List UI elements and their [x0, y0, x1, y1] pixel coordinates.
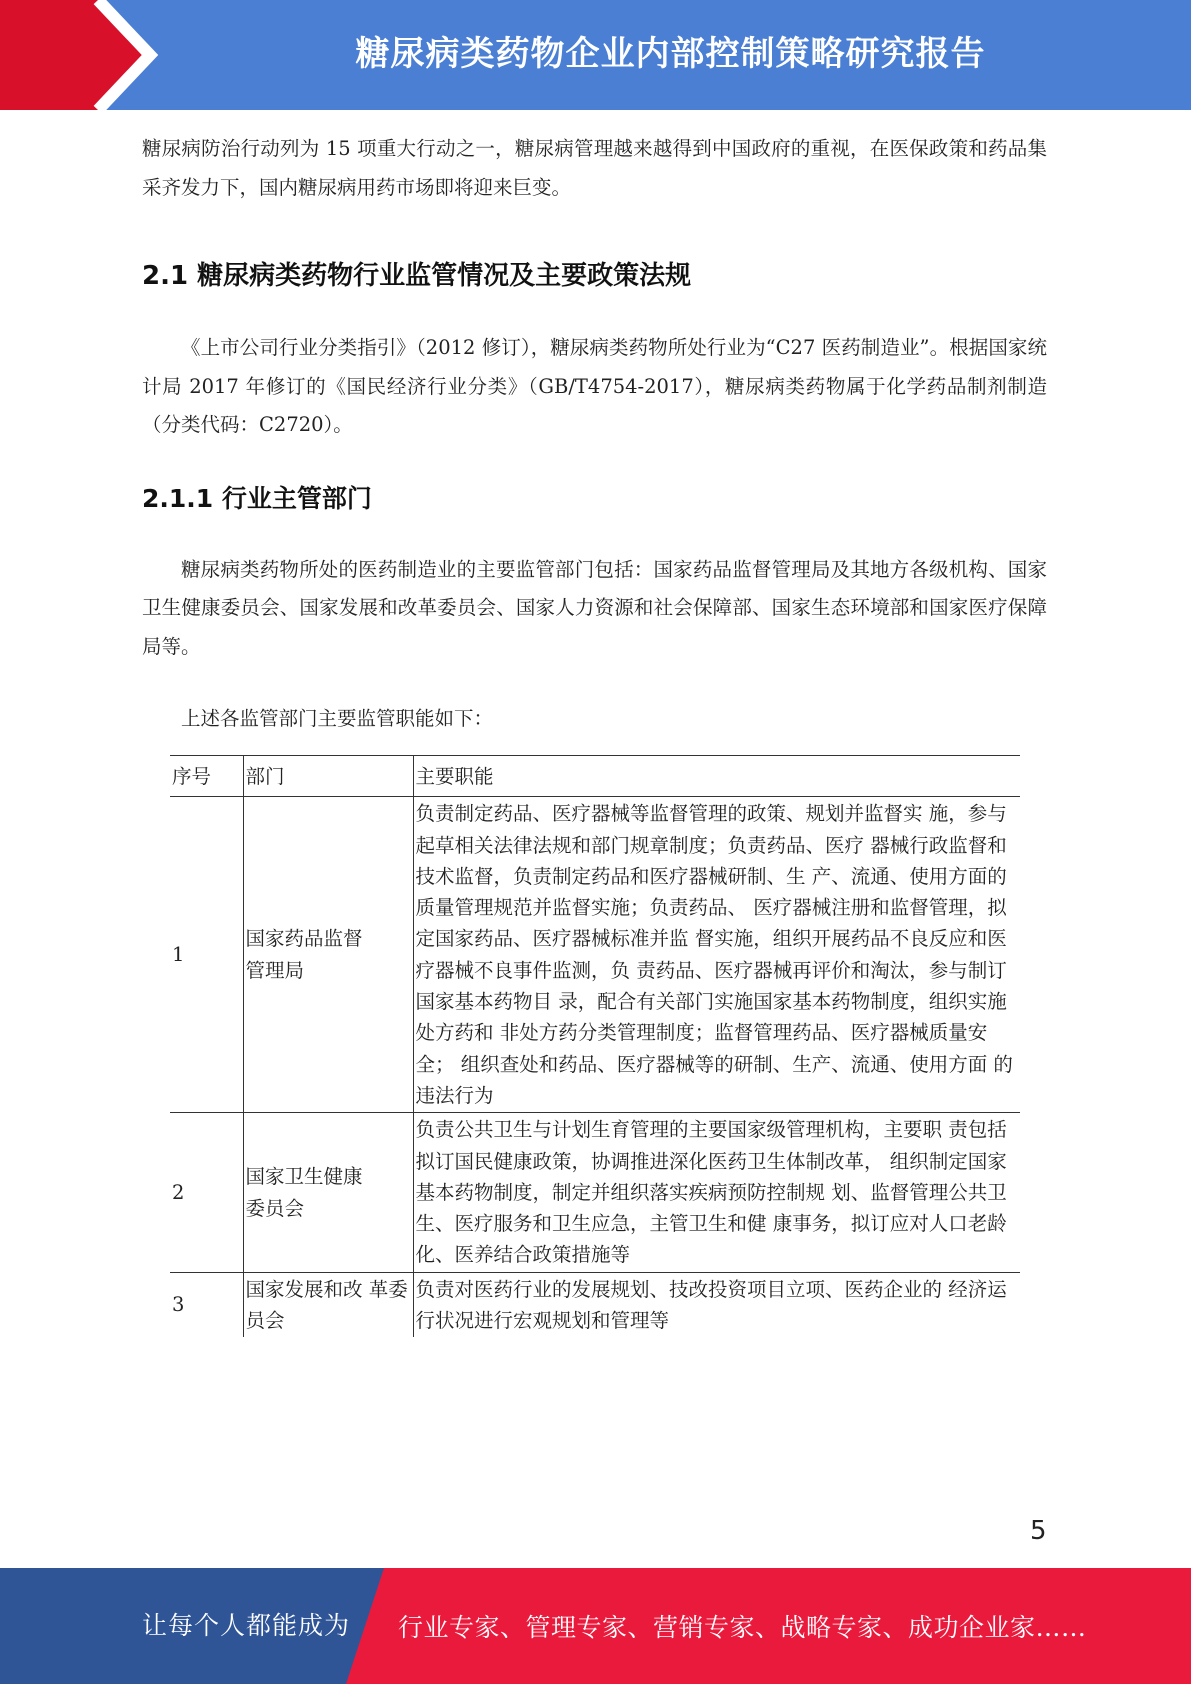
table-header-row	[170, 756, 1020, 797]
table-row	[170, 1113, 1020, 1272]
page-number: 5	[1030, 1516, 1047, 1546]
row-number: 2	[172, 1180, 185, 1204]
header-cell-dept: 部门	[243, 756, 413, 797]
table-intro: 上述各监管部门主要监管职能如下：	[181, 707, 494, 730]
row-department: 国家卫生健康委员会	[243, 1113, 413, 1272]
table-row	[170, 1272, 1020, 1337]
row-department: 国家发展和改 革委员会	[243, 1272, 413, 1337]
footer-banner	[0, 1568, 1191, 1684]
row-duty: 负责公共卫生与计划生育管理的主要国家级管理机构，主要职 责包括拟订国民健康政策，协调推进深化医药卫生体制改革， 组织制定国家基本药物制度，制定并组织落实疾病预防控制规 划、监督管理公共卫生、医疗服务和卫生应急，主管卫生和健 康事务，拟订应对人口老龄化、医养结合政策措施等	[413, 1113, 1020, 1272]
row-number: 1	[172, 943, 185, 967]
row-duty: 负责制定药品、医疗器械等监督管理的政策、规划并监督实 施，参与起草相关法律法规和部门规章制度；负责药品、医疗 器械行政监督和技术监督，负责制定药品和医疗器械研制、生 产、流通、使用方面的质量管理规范并监督实施；负责药品、 医疗器械注册和监督管理，拟定国家药品、医疗器械标准并监 督实施，组织开展药品不良反应和医疗器械不良事件监测，负 责药品、医疗器械再评价和淘汰，参与制订国家基本药物目 录，配合有关部门实施国家基本药物制度，组织实施处方药和 非处方药分类管理制度；监督管理药品、医疗器械质量安全； 组织查处和药品、医疗器械等的研制、生产、流通、使用方面 的违法行为	[413, 797, 1020, 1113]
table-row	[170, 797, 1020, 1113]
regulator-duties-table	[170, 755, 1020, 1337]
footer-slogan-left: 让每个人都能成为	[142, 1611, 351, 1640]
report-title: 糖尿病类药物企业内部控制策略研究报告	[355, 34, 986, 74]
row-department: 国家药品监督管理局	[243, 797, 413, 1113]
page-content	[142, 130, 1047, 739]
intro-paragraph: 糖尿病防治行动列为 15 项重大行动之一，糖尿病管理越来越得到中国政府的重视，在医保政策和药品集采齐发力下，国内糖尿病用药市场即将迎来巨变。	[142, 137, 1047, 199]
section-heading-2-1: 2.1 糖尿病类药物行业监管情况及主要政策法规	[142, 261, 692, 291]
footer-slogan-right: 行业专家、管理专家、营销专家、战略专家、成功企业家……	[398, 1613, 1087, 1642]
header-cell-duty: 主要职能	[413, 756, 1020, 797]
header-banner	[0, 0, 1191, 110]
header-cell-no: 序号	[172, 765, 212, 788]
section-2-1-paragraph: 《上市公司行业分类指引》（2012 修订），糖尿病类药物所处行业为“C27 医药制造业”。根据国家统计局 2017 年修订的《国民经济行业分类》（GB/T4754-2017），糖尿病类药物属于化学药品制剂制造（分类代码：C2720）。	[142, 336, 1047, 436]
section-2-1-1-paragraph: 糖尿病类药物所处的医药制造业的主要监管部门包括：国家药品监督管理局及其地方各级机构、国家卫生健康委员会、国家发展和改革委员会、国家人力资源和社会保障部、国家生态环境部和国家医疗保障局等。	[142, 557, 1047, 658]
section-heading-2-1-1: 2.1.1 行业主管部门	[142, 483, 372, 513]
row-number: 3	[172, 1293, 185, 1317]
row-duty: 负责对医药行业的发展规划、技改投资项目立项、医药企业的 经济运行状况进行宏观规划和管理等	[413, 1272, 1020, 1337]
header-red-shape	[0, 0, 150, 110]
